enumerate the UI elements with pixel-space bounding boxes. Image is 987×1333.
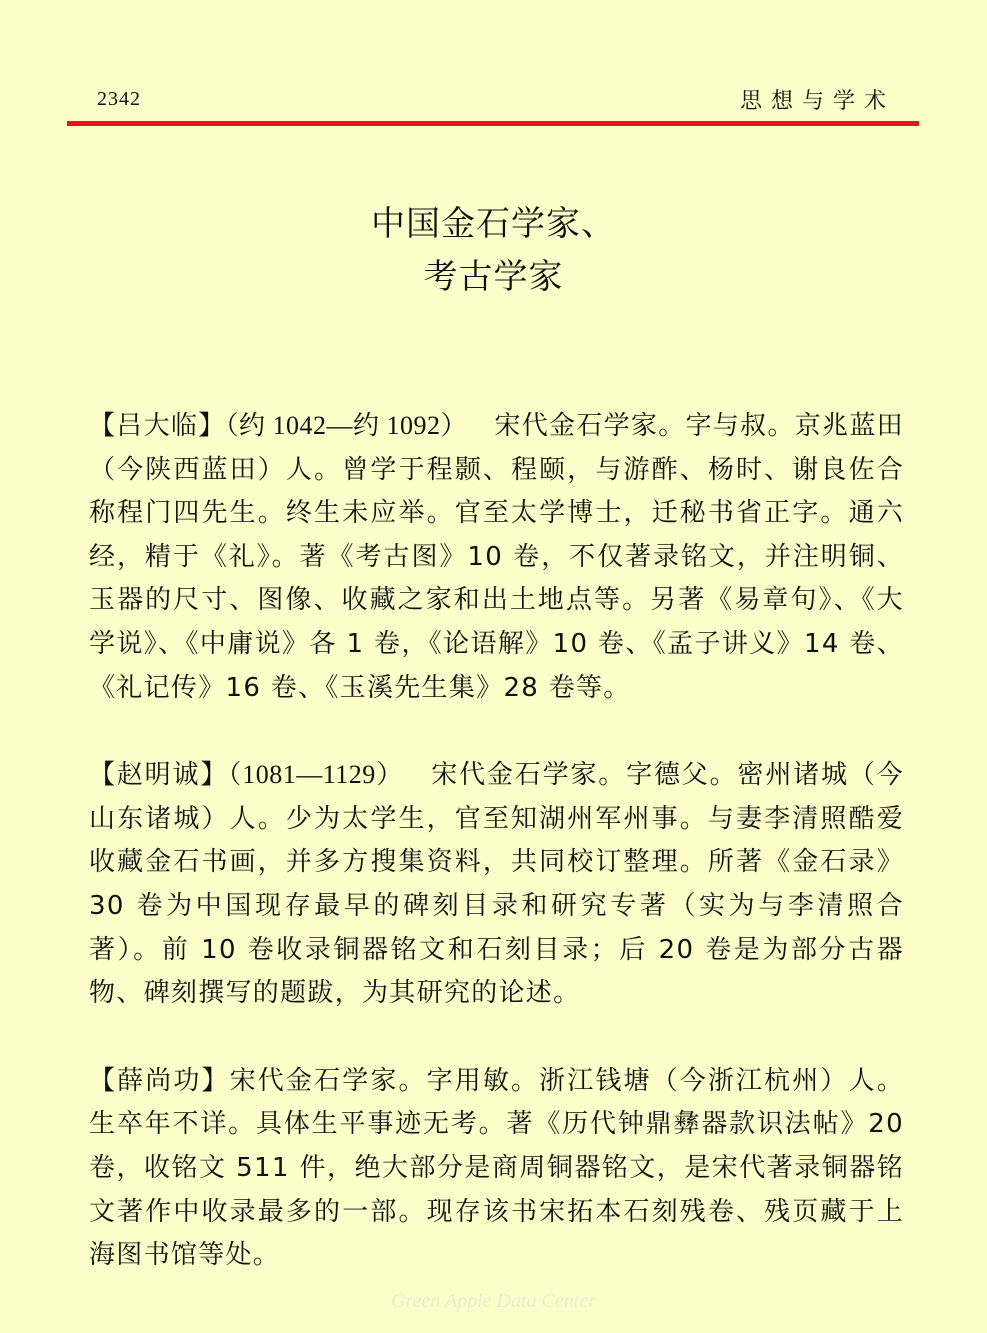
entry-body: 宋代金石学家。字德父。密州诸城（今山东诸城）人。少为太学生，官至知湖州军州事。与妻李清照酷爱收藏金石书画，并多方搜集资料，共同校订整理。所著《金石录》30 卷为中国现存最早的碑刻目录和研究专著（实为与李清照合著）。前 10 卷收录铜器铭文和石刻目录；后 20 卷是为部分古器物、碑刻撰写的题跋，为其研究的论述。: [89, 760, 904, 1009]
running-head: 思想与学术: [739, 89, 895, 114]
page-title: [0, 198, 987, 304]
title-line-2: 考古学家: [423, 257, 564, 297]
entry-dates: （1081—1129）: [228, 760, 404, 790]
entry-body: 宋代金石学家。字与叔。京兆蓝田（今陕西蓝田）人。曾学于程颢、程颐，与游酢、杨时、谢良佐合称程门四先生。终生未应举。官至太学博士，迁秘书省正字。通六经，精于《礼》。著《考古图》10 卷，不仅著录铭文，并注明铜、玉器的尺寸、图像、收藏之家和出土地点等。另著《易章句》、《大学说》、《中庸说》各 1 卷，《论语解》10 卷、《孟子讲义》14 卷、《礼记传》16 卷、《玉溪先生集》28 卷等。: [89, 411, 904, 703]
entry-name: 【吕大临】: [89, 411, 226, 441]
entry-name: 【赵明诚】: [89, 760, 229, 791]
entry-body: 宋代金石学家。字用敏。浙江钱塘（今浙江杭州）人。生卒年不详。具体生平事迹无考。著《历代钟鼎彝器款识法帖》20 卷，收铭文 511 件，绝大部分是商周铜器铭文，是宋代著录铜器铭文著作中收录最多的一部。现存该书宋拓本石刻残卷、残页藏于上海图书馆等处。: [89, 1065, 904, 1271]
header-rule: [67, 121, 919, 126]
entry-name: 【薛尚功】: [89, 1065, 230, 1096]
entries-list: [89, 404, 904, 1278]
page-number: 2342: [97, 88, 141, 110]
entry-dates: （约 1042—约 1092）: [225, 411, 468, 440]
entry-lu-dalin: [89, 404, 904, 710]
title-line-1: 中国金石学家、: [371, 204, 616, 244]
entry-zhao-mingcheng: [89, 753, 904, 1016]
watermark: Green Apple Data Center: [391, 1290, 596, 1312]
entry-xue-shanggong: [89, 1059, 904, 1278]
